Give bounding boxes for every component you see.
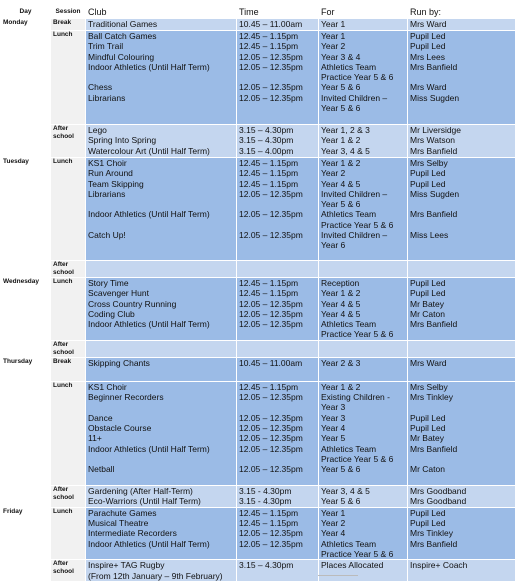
- for-cell: Year 2 & 3: [321, 357, 361, 368]
- table-row: [1, 19, 516, 31]
- time-cell: 12.45 – 1.15pm 12.45 – 1.15pm 12.45 – 1.15pm 12.05 – 12.35pm 12.05 – 12.35pm 12.05 – 12.35pm: [239, 158, 303, 241]
- day-monday: Monday: [1, 19, 51, 158]
- session-lunch: Lunch: [51, 381, 86, 485]
- header-row: [1, 6, 516, 19]
- club-timetable: [0, 5, 516, 582]
- for-cell: Year 1 & 2 Year 2 Year 4 & 5 Invited Children – Year 5 & 6 Athletics Team Practice Year 5 & 6 Invited Children – Year 6: [321, 158, 394, 251]
- club-cell: Story Time Scavenger Hunt Cross Country Running Coding Club Indoor Athletics (Until Half Term): [88, 278, 210, 330]
- for-cell: Year 1, 2 & 3 Year 1 & 2 Year 3, 4 & 5: [321, 125, 370, 156]
- table-row: [1, 278, 516, 341]
- session-after-school: After school: [51, 485, 86, 507]
- run-by-cell: Mrs Selby Mrs Tinkley Pupil Led Pupil Led Mr Batey Mrs Banfield Mr Caton: [410, 381, 458, 475]
- session-after-school: After school: [51, 125, 86, 158]
- club-cell: Traditional Games: [88, 19, 158, 29]
- club-cell: Ball Catch Games Trim Trail Mindful Colouring Indoor Athletics (Until Half Term) Chess Librarians: [88, 31, 210, 103]
- run-by-cell: Inspire+ Coach: [410, 560, 468, 571]
- time-cell: 3.15 – 4.30pm 3.15 – 4.30pm 3.15 – 4.00pm: [239, 125, 294, 156]
- time-cell: 12.45 – 1.15pm 12.05 – 12.35pm 12.05 – 12.35pm 12.05 – 12.35pm 12.05 – 12.35pm 12.05 – 12.35pm 12.05 – 12.35pm: [239, 381, 303, 475]
- run-by-cell: Mrs Goodband Mrs Goodband: [410, 485, 467, 507]
- session-lunch: Lunch: [51, 31, 86, 125]
- session-break: Break: [51, 357, 86, 381]
- time-cell: 12.45 – 1.15pm 12.45 – 1.15pm 12.05 – 12.35pm 12.05 – 12.35pm 12.05 – 12.35pm: [239, 278, 303, 330]
- for-cell: Year 1 Year 2 Year 4 Athletics Team Practice Year 5 & 6: [321, 507, 394, 559]
- day-wednesday: Wednesday: [1, 278, 51, 358]
- run-by-cell: Mr Liversidge Mrs Watson Mrs Banfield: [410, 125, 462, 156]
- header-for: For: [319, 6, 408, 19]
- session-after-school: After school: [51, 340, 86, 357]
- session-lunch: Lunch: [51, 278, 86, 341]
- table-row: [1, 31, 516, 125]
- table-row: [1, 125, 516, 158]
- day-tuesday: Tuesday: [1, 158, 51, 278]
- header-session: Session: [51, 6, 86, 19]
- time-cell: 3.15 - 4.30pm 3.15 - 4.30pm: [239, 485, 292, 507]
- run-by-cell: Pupil Led Pupil Led Mrs Tinkley Mrs Banfield: [410, 507, 458, 549]
- club-cell: KS1 Choir Beginner Recorders Dance Obstacle Course 11+ Indoor Athletics (Until Half Term) Netball: [88, 381, 210, 475]
- for-cell: Year 3, 4 & 5 Year 5 & 6: [321, 485, 370, 507]
- club-cell: Gardening (After Half-Term) Eco-Warriors (Until Half Term): [88, 485, 201, 507]
- session-break: Break: [51, 19, 86, 31]
- for-cell: Year 1 & 2 Existing Children - Year 3 Year 3 Year 4 Year 5 Athletics Team Practice Year 5 & 6 Year 5 & 6: [321, 381, 394, 475]
- time-cell: 10.45 – 11.00am: [239, 357, 303, 368]
- run-by-cell: Mrs Selby Pupil Led Pupil Led Miss Sugden Mrs Banfield Miss Lees: [410, 158, 460, 241]
- run-by-cell: Mrs Ward: [410, 357, 447, 368]
- table-row: [1, 158, 516, 261]
- run-by-cell: Pupil Led Pupil Led Mr Batey Mr Caton Mrs Banfield: [410, 278, 458, 330]
- session-lunch: Lunch: [51, 507, 86, 559]
- session-after-school: After school: [51, 261, 86, 278]
- table-row: [1, 560, 516, 582]
- club-cell: Parachute Games Musical Theatre Intermediate Recorders Indoor Athletics (Until Half Term): [88, 507, 210, 549]
- table-row: [1, 261, 516, 278]
- for-cell: Year 1 Year 2 Year 3 & 4 Athletics Team Practice Year 5 & 6 Year 5 & 6 Invited Children – Year 5 & 6: [321, 31, 394, 114]
- for-cell: Places Allocated: [321, 560, 384, 571]
- table-row: [1, 357, 516, 381]
- club-cell: KS1 Choir Run Around Team Skipping Librarians Indoor Athletics (Until Half Term) Catch Up!: [88, 158, 210, 241]
- table-row: [1, 340, 516, 357]
- day-friday: Friday: [1, 507, 51, 581]
- header-run-by: Run by:: [408, 6, 516, 19]
- club-cell: Skipping Chants: [88, 357, 150, 368]
- for-cell: Reception Year 1 & 2 Year 4 & 5 Year 4 & 5 Athletics Team Practice Year 5 & 6: [321, 278, 394, 340]
- page-edge-line: [318, 575, 358, 576]
- table-row: [1, 485, 516, 507]
- time-cell: 10.45 – 11.00am: [239, 19, 303, 29]
- run-by-cell: Pupil Led Pupil Led Mrs Lees Mrs Banfield Mrs Ward Miss Sugden: [410, 31, 460, 103]
- table-row: [1, 381, 516, 485]
- day-thursday: Thursday: [1, 357, 51, 507]
- time-cell: 12.45 – 1.15pm 12.45 – 1.15pm 12.05 – 12.35pm 12.05 – 12.35pm 12.05 – 12.35pm 12.05 – 12.35pm: [239, 31, 303, 103]
- header-day: Day: [1, 6, 51, 19]
- session-after-school: After school: [51, 560, 86, 582]
- club-cell: Inspire+ TAG Rugby (From 12th January – 9th February): [88, 560, 223, 581]
- club-cell: Lego Spring Into Spring Watercolour Art (Until Half Term): [88, 125, 210, 156]
- table-row: [1, 507, 516, 559]
- header-club: Club: [86, 6, 237, 19]
- session-lunch: Lunch: [51, 158, 86, 261]
- for-cell: Year 1: [321, 19, 346, 29]
- header-time: Time: [237, 6, 319, 19]
- run-by-cell: Mrs Ward: [410, 19, 447, 29]
- time-cell: 3.15 – 4.30pm: [239, 560, 294, 571]
- time-cell: 12.45 – 1.15pm 12.45 – 1.15pm 12.05 – 12.35pm 12.05 – 12.35pm: [239, 507, 303, 549]
